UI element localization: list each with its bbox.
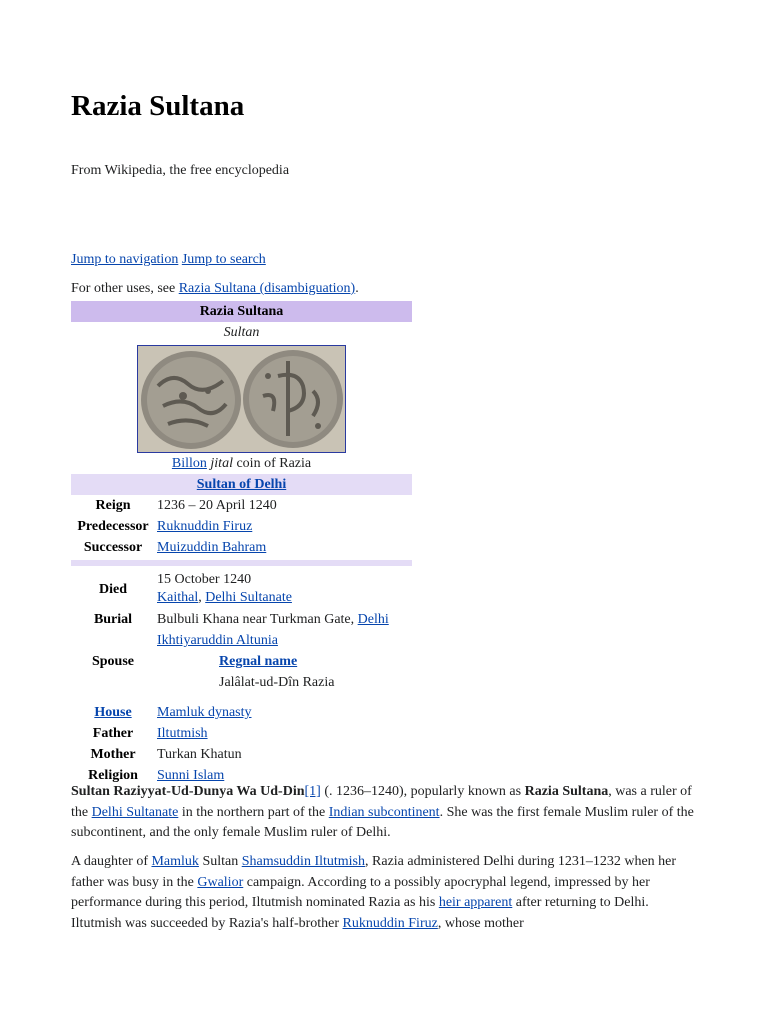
successor-label: Successor	[83, 540, 143, 555]
infobox-subtitle: Sultan	[223, 325, 260, 340]
spouse-label: Spouse	[91, 654, 135, 669]
predecessor-link[interactable]: Ruknuddin Firuz	[157, 519, 253, 534]
mother-value: Turkan Khatun	[157, 747, 242, 762]
popular-name-bold: Razia Sultana	[524, 784, 609, 799]
reign-row	[71, 495, 412, 516]
house-label	[71, 702, 155, 723]
office-header	[71, 474, 412, 495]
infobox-separator	[71, 560, 412, 566]
regnal-name-header	[157, 651, 412, 672]
p2-text-4: campaign. According to a possibly apocryphal legend, impressed by her performance during this period, Iltutmish nominated Razia as his	[71, 874, 650, 911]
burial-value	[157, 609, 412, 630]
predecessor-row	[71, 516, 412, 537]
died-row	[71, 569, 412, 609]
father-row	[71, 723, 412, 744]
page-title: Razia Sultana	[71, 90, 245, 122]
successor-value	[157, 537, 412, 558]
predecessor-value	[157, 516, 412, 537]
sunni-islam-link[interactable]: Sunni Islam	[157, 768, 225, 783]
successor-link[interactable]: Muizuddin Bahram	[157, 540, 267, 555]
infobox	[71, 301, 412, 786]
ruknuddin-firuz-link[interactable]: Ruknuddin Firuz	[342, 916, 438, 932]
burial-label: Burial	[93, 612, 133, 627]
father-value	[157, 723, 412, 744]
coin-image[interactable]	[137, 345, 346, 453]
spouse-name	[157, 630, 412, 651]
jump-to-search-link[interactable]: Jump to search	[181, 252, 266, 267]
sultan-of-delhi-link[interactable]: Sultan of Delhi	[196, 477, 287, 492]
died-value	[157, 571, 412, 607]
died-date: 15 October 1240	[157, 572, 252, 587]
reign-label: Reign	[95, 498, 131, 513]
heir-apparent-link[interactable]: heir apparent	[438, 895, 513, 911]
mother-row	[71, 744, 412, 765]
second-paragraph	[71, 852, 696, 935]
billon-link[interactable]: Billon	[171, 456, 207, 471]
disambiguation-link[interactable]: Razia Sultana (disambiguation)	[178, 281, 356, 296]
spouse-link[interactable]: Ikhtiyaruddin Altunia	[157, 633, 278, 648]
intro-text-4: . She was the first female Muslim ruler of the subcontinent, and the only female Muslim ruler of Delhi.	[71, 804, 694, 841]
p2-text-6: , whose mother	[437, 916, 524, 932]
regnal-name-value: Jalâlat-ud-Dîn Razia	[219, 675, 335, 690]
house-link[interactable]: House	[94, 705, 132, 720]
hatnote-prefix: For other uses, see	[71, 281, 179, 296]
regnal-name-link[interactable]: Regnal name	[219, 654, 298, 669]
indian-subcontinent-link[interactable]: Indian subcontinent	[328, 804, 440, 820]
hatnote-suffix: .	[355, 281, 359, 296]
died-place-separator: ,	[198, 590, 206, 605]
predecessor-label: Predecessor	[77, 519, 149, 534]
house-row	[71, 702, 412, 723]
infobox-image-area	[71, 344, 412, 453]
iltutmish-link[interactable]: Iltutmish	[157, 726, 208, 741]
hatnote	[71, 280, 359, 298]
father-label: Father	[92, 726, 134, 741]
infobox-title: Razia Sultana	[71, 301, 412, 322]
kaithal-link[interactable]: Kaithal	[157, 590, 199, 605]
delhi-sultanate-body-link[interactable]: Delhi Sultanate	[91, 804, 179, 820]
mamluk-dynasty-link[interactable]: Mamluk dynasty	[157, 705, 252, 720]
intro-text-1: (. 1236–1240), popularly known as	[320, 784, 525, 799]
caption-italic: jital	[210, 456, 233, 471]
p2-text-2: Sultan	[198, 854, 242, 869]
intro-text-3: in the northern part of the	[178, 804, 329, 820]
burial-text: Bulbuli Khana near Turkman Gate,	[157, 612, 358, 627]
spouse-value	[157, 630, 412, 693]
spouse-row	[71, 630, 412, 694]
intro-paragraph	[71, 782, 696, 844]
successor-row	[71, 537, 412, 558]
religion-label: Religion	[88, 768, 138, 783]
jump-links	[71, 251, 266, 269]
died-place	[157, 589, 412, 607]
mother-label: Mother	[90, 747, 136, 762]
burial-row	[71, 609, 412, 630]
infobox-caption	[71, 453, 412, 474]
shamsuddin-iltutmish-link[interactable]: Shamsuddin Iltutmish	[241, 854, 366, 869]
house-value	[157, 702, 412, 723]
coin-illustration	[138, 346, 345, 452]
died-label: Died	[99, 582, 127, 597]
gwalior-link[interactable]: Gwalior	[197, 874, 244, 890]
intro-text-2: , was a ruler of the	[71, 784, 692, 820]
delhi-sultanate-link[interactable]: Delhi Sultanate	[205, 590, 292, 605]
p2-text-1: A daughter of	[71, 854, 152, 869]
delhi-link[interactable]: Delhi	[357, 612, 389, 627]
mamluk-link[interactable]: Mamluk	[151, 854, 199, 869]
site-tagline: From Wikipedia, the free encyclopedia	[71, 163, 290, 178]
caption-text: coin of Razia	[232, 456, 312, 471]
jump-to-navigation-link[interactable]: Jump to navigation	[71, 252, 179, 267]
p2-text-5: after returning to Delhi. Iltutmish was succeeded by Razia's half-brother	[71, 895, 649, 932]
reign-value: 1236 – 20 April 1240	[157, 498, 277, 513]
p2-text-3: , Razia administered Delhi during 1231–1232 when her father was busy in the	[71, 854, 677, 890]
reference-1-link[interactable]: [1]	[304, 784, 321, 799]
full-name-bold: Sultan Raziyyat-Ud-Dunya Wa Ud-Din	[71, 784, 305, 799]
